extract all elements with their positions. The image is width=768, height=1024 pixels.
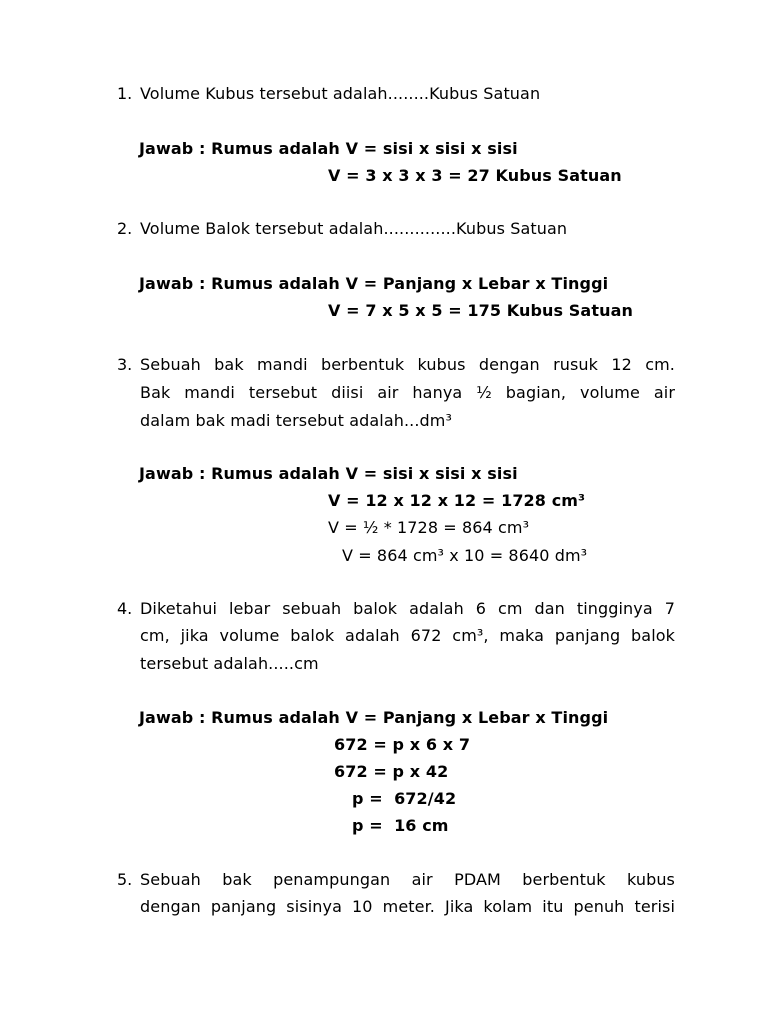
- question-text: Sebuah bak mandi berbentuk kubus dengan rusuk 12 cm.: [140, 355, 675, 374]
- answer-calculation: V = 3 x 3 x 3 = 27 Kubus Satuan: [328, 166, 622, 185]
- question-text: Diketahui lebar sebuah balok adalah 6 cm dan tingginya 7: [140, 599, 675, 618]
- answer-formula: Jawab : Rumus adalah V = Panjang x Lebar x Tinggi: [139, 708, 609, 727]
- answer-formula: Jawab : Rumus adalah V = sisi x sisi x sisi: [139, 139, 518, 158]
- answer-calculation: V = 864 cm³ x 10 = 8640 dm³: [342, 546, 588, 565]
- question-text: dengan panjang sisinya 10 meter. Jika kolam itu penuh terisi: [140, 897, 675, 916]
- answer-calculation: V = 7 x 5 x 5 = 175 Kubus Satuan: [328, 301, 633, 320]
- question-number: 4.: [117, 599, 133, 618]
- question-text: Sebuah bak penampungan air PDAM berbentuk kubus: [140, 870, 675, 889]
- question-text: cm, jika volume balok adalah 672 cm³, maka panjang balok: [140, 626, 675, 645]
- answer-calculation: p = 16 cm: [352, 816, 449, 835]
- question-text: Volume Kubus tersebut adalah........Kubus Satuan: [140, 84, 541, 103]
- question-number: 5.: [117, 870, 133, 889]
- question-number: 2.: [117, 219, 133, 238]
- answer-calculation: V = ½ * 1728 = 864 cm³: [328, 518, 530, 537]
- answer-formula: Jawab : Rumus adalah V = Panjang x Lebar x Tinggi: [139, 274, 609, 293]
- question-number: 1.: [117, 84, 133, 103]
- answer-calculation: 672 = p x 6 x 7: [334, 735, 471, 754]
- question-text: Bak mandi tersebut diisi air hanya ½ bagian, volume air: [140, 383, 675, 402]
- question-text: dalam bak madi tersebut adalah...dm³: [140, 411, 452, 430]
- question-text: Volume Balok tersebut adalah..............Kubus Satuan: [140, 219, 568, 238]
- question-text: tersebut adalah.....cm: [140, 654, 319, 673]
- question-number: 3.: [117, 355, 133, 374]
- answer-calculation: V = 12 x 12 x 12 = 1728 cm³: [328, 491, 586, 510]
- answer-formula: Jawab : Rumus adalah V = sisi x sisi x sisi: [139, 464, 518, 483]
- answer-calculation: 672 = p x 42: [334, 762, 449, 781]
- answer-calculation: p = 672/42: [352, 789, 457, 808]
